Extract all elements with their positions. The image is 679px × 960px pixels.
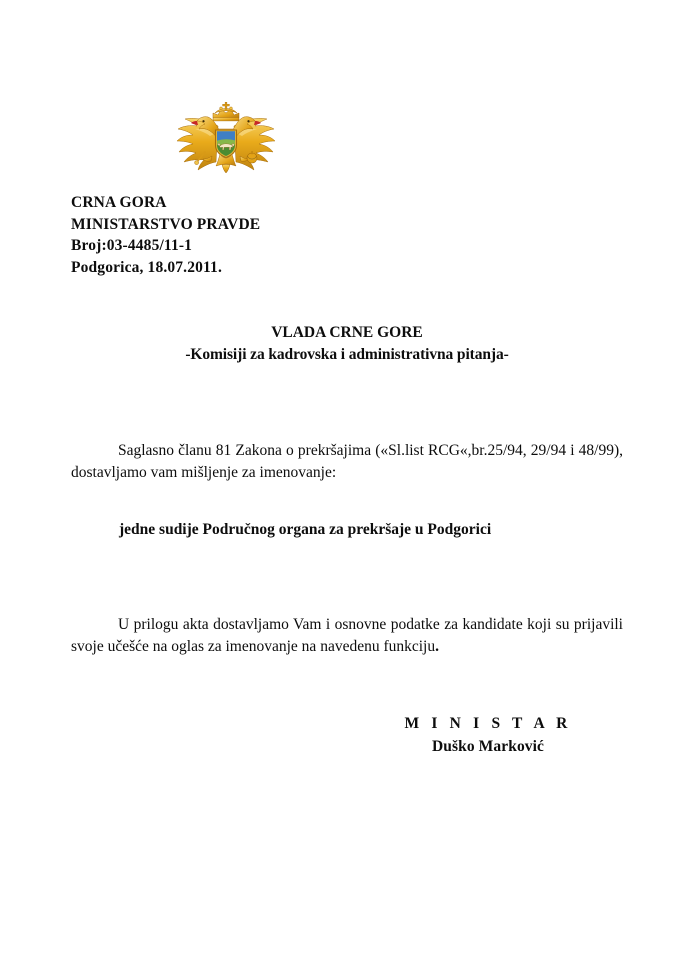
addressee-block: [71, 322, 623, 366]
body-paragraph-2: [71, 614, 623, 658]
coat-of-arms-icon: [172, 96, 280, 184]
body-paragraph-2-text: U prilogu akta dostavljamo Vam i osnovne podatke za kandidate koji su prijavili svoje učešće na oglas za imenovanje na navedenu funkciju: [71, 616, 623, 655]
letterhead: [71, 192, 260, 278]
body-paragraph-1: [71, 440, 623, 484]
signature-role: M I N I S T A R: [404, 715, 572, 732]
letterhead-ministry: MINISTARSTVO PRAVDE: [71, 215, 261, 233]
letterhead-reference-number: Broj:03-4485/11-1: [71, 237, 193, 254]
addressee-organization: VLADA CRNE GORE: [271, 324, 423, 341]
letterhead-place-and-date: Podgorica, 18.07.2011.: [71, 258, 222, 276]
subject-line: jedne sudije Područnog organa za prekršaje u Podgorici: [119, 521, 492, 538]
body-paragraph-1-container: [71, 440, 623, 484]
signature-name: Duško Marković: [431, 738, 545, 755]
body-paragraph-2-container: [71, 614, 623, 658]
addressee-committee: -Komisiji za kadrovska i administrativna pitanja-: [185, 346, 509, 363]
body-paragraph-1-text: Saglasno članu 81 Zakona o prekršajima («Sl.list RCG«,br.25/94, 29/94 i 48/99), dostavljamo vam mišljenje za imenovanje:: [71, 442, 623, 481]
letterhead-country: CRNA GORA: [71, 194, 167, 211]
body-paragraph-2-terminator: .: [435, 638, 439, 655]
signature-block: [353, 712, 623, 758]
